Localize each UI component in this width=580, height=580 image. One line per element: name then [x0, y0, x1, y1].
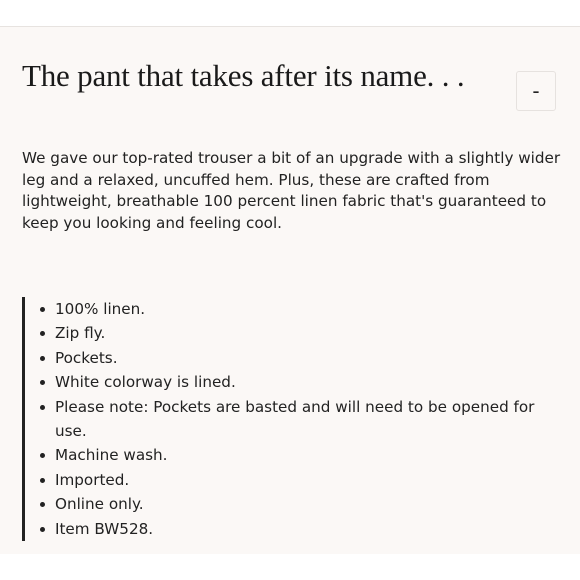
list-item: Imported.	[55, 468, 562, 492]
product-description: We gave our top-rated trouser a bit of an upgrade with a slightly wider leg and a relaxed, uncuffed hem. Plus, these are crafted from lightweight, breathable 100 percent linen fabric that's guaranteed to keep you looking and feeling cool.	[22, 149, 561, 232]
list-item: Please note: Pockets are basted and will need to be opened for use.	[55, 395, 562, 444]
list-item: Pockets.	[55, 346, 562, 370]
product-details-panel	[0, 26, 580, 554]
list-item: Machine wash.	[55, 443, 562, 467]
list-item: Item BW528.	[55, 517, 562, 541]
product-title: The pant that takes after its name. . .	[22, 58, 465, 93]
list-item: 100% linen.	[55, 297, 562, 321]
minus-icon: -	[532, 79, 540, 103]
collapse-button[interactable]	[516, 71, 556, 111]
details-list	[22, 297, 562, 541]
list-item: White colorway is lined.	[55, 370, 562, 394]
list-item: Zip fly.	[55, 321, 562, 345]
list-item: Online only.	[55, 492, 562, 516]
